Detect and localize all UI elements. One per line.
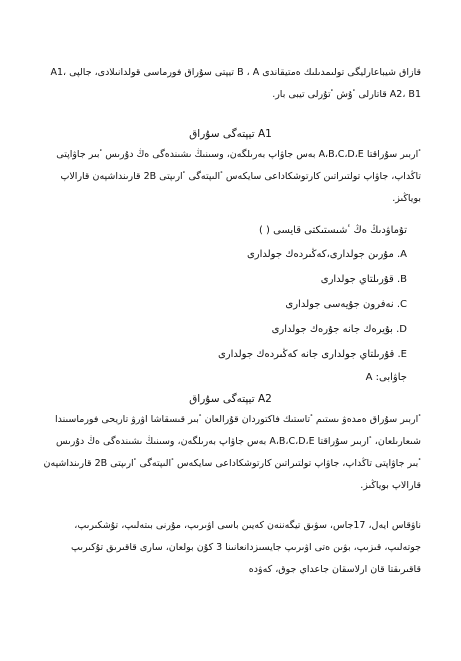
option-a: A. مۇرىن جولدارى،كەڭىردەك جولدارى <box>246 249 407 260</box>
intro-paragraph: قازاق شيباعارليگى تولىمدىلىك ەمتيقاندى B ، A تيپتى سۇراق فورماسى قولدانىلادى، جالپى A1، A2، B1 قاتارلى ٴۇش ٴتۇرلى تيبى بار. <box>50 67 421 100</box>
section-a1-instructions: ٴاربىر سۇراقتا A،B،C،D،E بەس جاۋاپ بەرىلگەن، وسىنىڭ ىشىندەگى ەڭ دۇرىس ٴبىر جاۋاپتى تاڭداپ، جاۋاپ تولتىراتىن كارتوشكاداعى سايكەس ٴالىپتەگى ٴارىپتى 2B قارىنداشپەن قارالاپ بوياڭىز. <box>56 149 421 204</box>
option-d: D. بۇيرەك جانە جۇرەك جولدارى <box>271 324 407 335</box>
spacer <box>40 210 421 220</box>
spacer <box>40 497 421 515</box>
option-c: C. نەفرون جۇيەسى جولدارى <box>285 299 407 310</box>
section-a2-heading: A2 تيپتەگى سۇراق <box>189 393 272 405</box>
answer-line: جاۋابى: A <box>365 372 407 383</box>
case-paragraph: ناۋقاس ايەل، 17جاس، سۋىق تيگەننەن كەيىن باسى اۋىرىپ، مۇرنى بىتەلىپ، تۇشكىرىپ، جوتەلىپ، قىزىپ، بۋىن ەتى اۋىرىپ جايسىزدانعانىنا 3 كۇن بولعان، سارى قاقىرىق تۇكىرىپ قاقىرىقتا قان ارلاسقان جاعداي جوق، كەۋدە <box>70 520 421 575</box>
question-stem: تۇماۋدىڭ ەڭ ٴشىستىكتى قايسى ( ) <box>258 225 407 236</box>
section-a1-heading: A1 تيپتەگى سۇراق <box>189 128 272 140</box>
spacer <box>40 106 421 124</box>
option-b: B. قۇرىلتاي جولدارى <box>320 274 407 285</box>
option-e: E. قۇرىلتاي جولدارى جانە كەڭىردەك جولدارى <box>217 349 407 360</box>
section-a2-instructions: ٴاربىر سۇراق ەمدەۋ ىستىم ٴتاستىك فاكتوردان قۇرالعان ٴبىر قىسقاشا اۋرۋ تاريحى فورماسىندا شىعارىلعان، ٴاربىر سۇراقتا A،B،C،D،E بەس جاۋاپ بەرىلگەن، وسىنىڭ ىشىندەگى ەڭ دۇرىس ٴبىر جاۋاپتى تاڭداپ، جاۋاپ تولتىراتىن كارتوشكاداعى سايكەس ٴالىپتەگى ٴارىپتى 2B قارىنداشپەن قارالاپ بوياڭىز. <box>43 414 421 491</box>
